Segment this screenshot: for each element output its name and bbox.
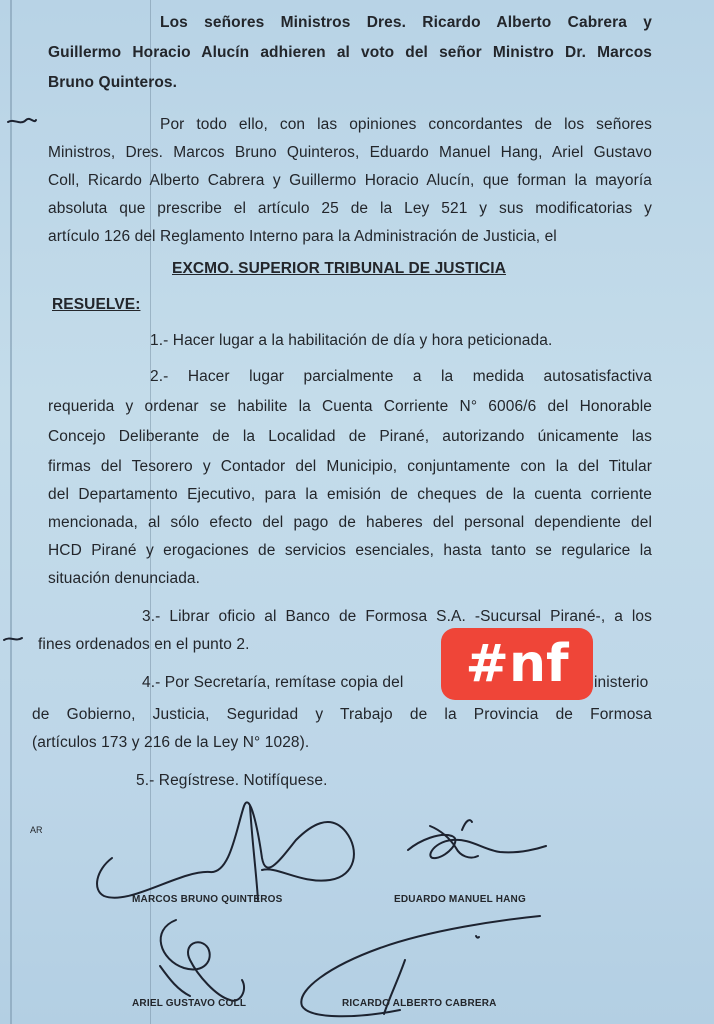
paragraph-2-line-1: Por todo ello, con las opiniones concordantes de los señores [160, 116, 652, 133]
paragraph-2-line-4: absoluta que prescribe el artículo 25 de la Ley 521 y sus modificatorias y [48, 200, 652, 217]
signature-quinteros-stroke [97, 802, 354, 897]
item-4-line-2: de Gobierno, Justicia, Seguridad y Trabajo de la Provincia de Formosa [32, 706, 652, 723]
item-1: 1.- Hacer lugar a la habilitación de día y hora peticionada. [150, 332, 553, 349]
signature-label-cabrera: RICARDO ALBERTO CABRERA [342, 998, 497, 1009]
signature-hang-stroke [408, 835, 546, 858]
item-2-line-6: mencionada, al sólo efecto del pago de haberes del personal dependiente del [48, 514, 652, 531]
initials: AR [30, 825, 43, 835]
item-5: 5.- Regístrese. Notifíquese. [136, 772, 328, 789]
item-4-line-1-end: inisterio [594, 674, 649, 691]
item-4-line-1-start: 4.- Por Secretaría, remítase copia del [142, 674, 404, 691]
signature-coll-stroke [161, 920, 244, 1001]
paragraph-1-line-1-text: Los señores Ministros Dres. Ricardo Alberto Cabrera y [160, 14, 652, 31]
item-4-line-3: (artículos 173 y 216 de la Ley N° 1028). [32, 734, 310, 751]
item-2-line-2: requerida y ordenar se habilite la Cuenta Corriente N° 6006/6 del Honorable [48, 398, 652, 415]
item-2-line-7: HCD Pirané y erogaciones de servicios esenciales, hasta tanto se regularice la [48, 542, 652, 559]
item-3-line-1: 3.- Librar oficio al Banco de Formosa S.A. -Sucursal Pirané-, a los [142, 608, 652, 625]
signature-label-hang: EDUARDO MANUEL HANG [394, 894, 526, 905]
nf-hashtag-badge: #nf [441, 628, 593, 700]
resuelve-label: RESUELVE: [52, 296, 141, 313]
item-3-line-2: fines ordenados en el punto 2. [38, 636, 250, 653]
paragraph-2-line-2: Ministros, Dres. Marcos Bruno Quinteros, Eduardo Manuel Hang, Ariel Gustavo [48, 144, 652, 161]
paragraph-1-line-3: Bruno Quinteros. [48, 74, 178, 91]
item-2-line-4: firmas del Tesorero y Contador del Municipio, conjuntamente con la del Titular [48, 458, 652, 475]
court-heading: EXCMO. SUPERIOR TRIBUNAL DE JUSTICIA [172, 260, 507, 277]
item-2-line-3: Concejo Deliberante de la Localidad de Pirané, autorizando únicamente las [48, 428, 652, 445]
paragraph-1-line-2: Guillermo Horacio Alucín adhieren al voto del señor Ministro Dr. Marcos [48, 44, 652, 61]
paragraph-2-line-5: artículo 126 del Reglamento Interno para la Administración de Justicia, el [48, 228, 557, 245]
signature-label-quinteros: MARCOS BRUNO QUINTEROS [132, 894, 283, 905]
paragraph-2-line-3: Coll, Ricardo Alberto Cabrera y Guillermo Horacio Alucín, que forman la mayoría [48, 172, 652, 189]
item-2-line-1: 2.- Hacer lugar parcialmente a la medida autosatisfactiva [150, 368, 652, 385]
signature-label-coll: ARIEL GUSTAVO COLL [132, 998, 247, 1009]
item-2-line-8: situación denunciada. [48, 570, 201, 587]
item-2-line-5: del Departamento Ejecutivo, para la emisión de cheques de la cuenta corriente [48, 486, 652, 503]
